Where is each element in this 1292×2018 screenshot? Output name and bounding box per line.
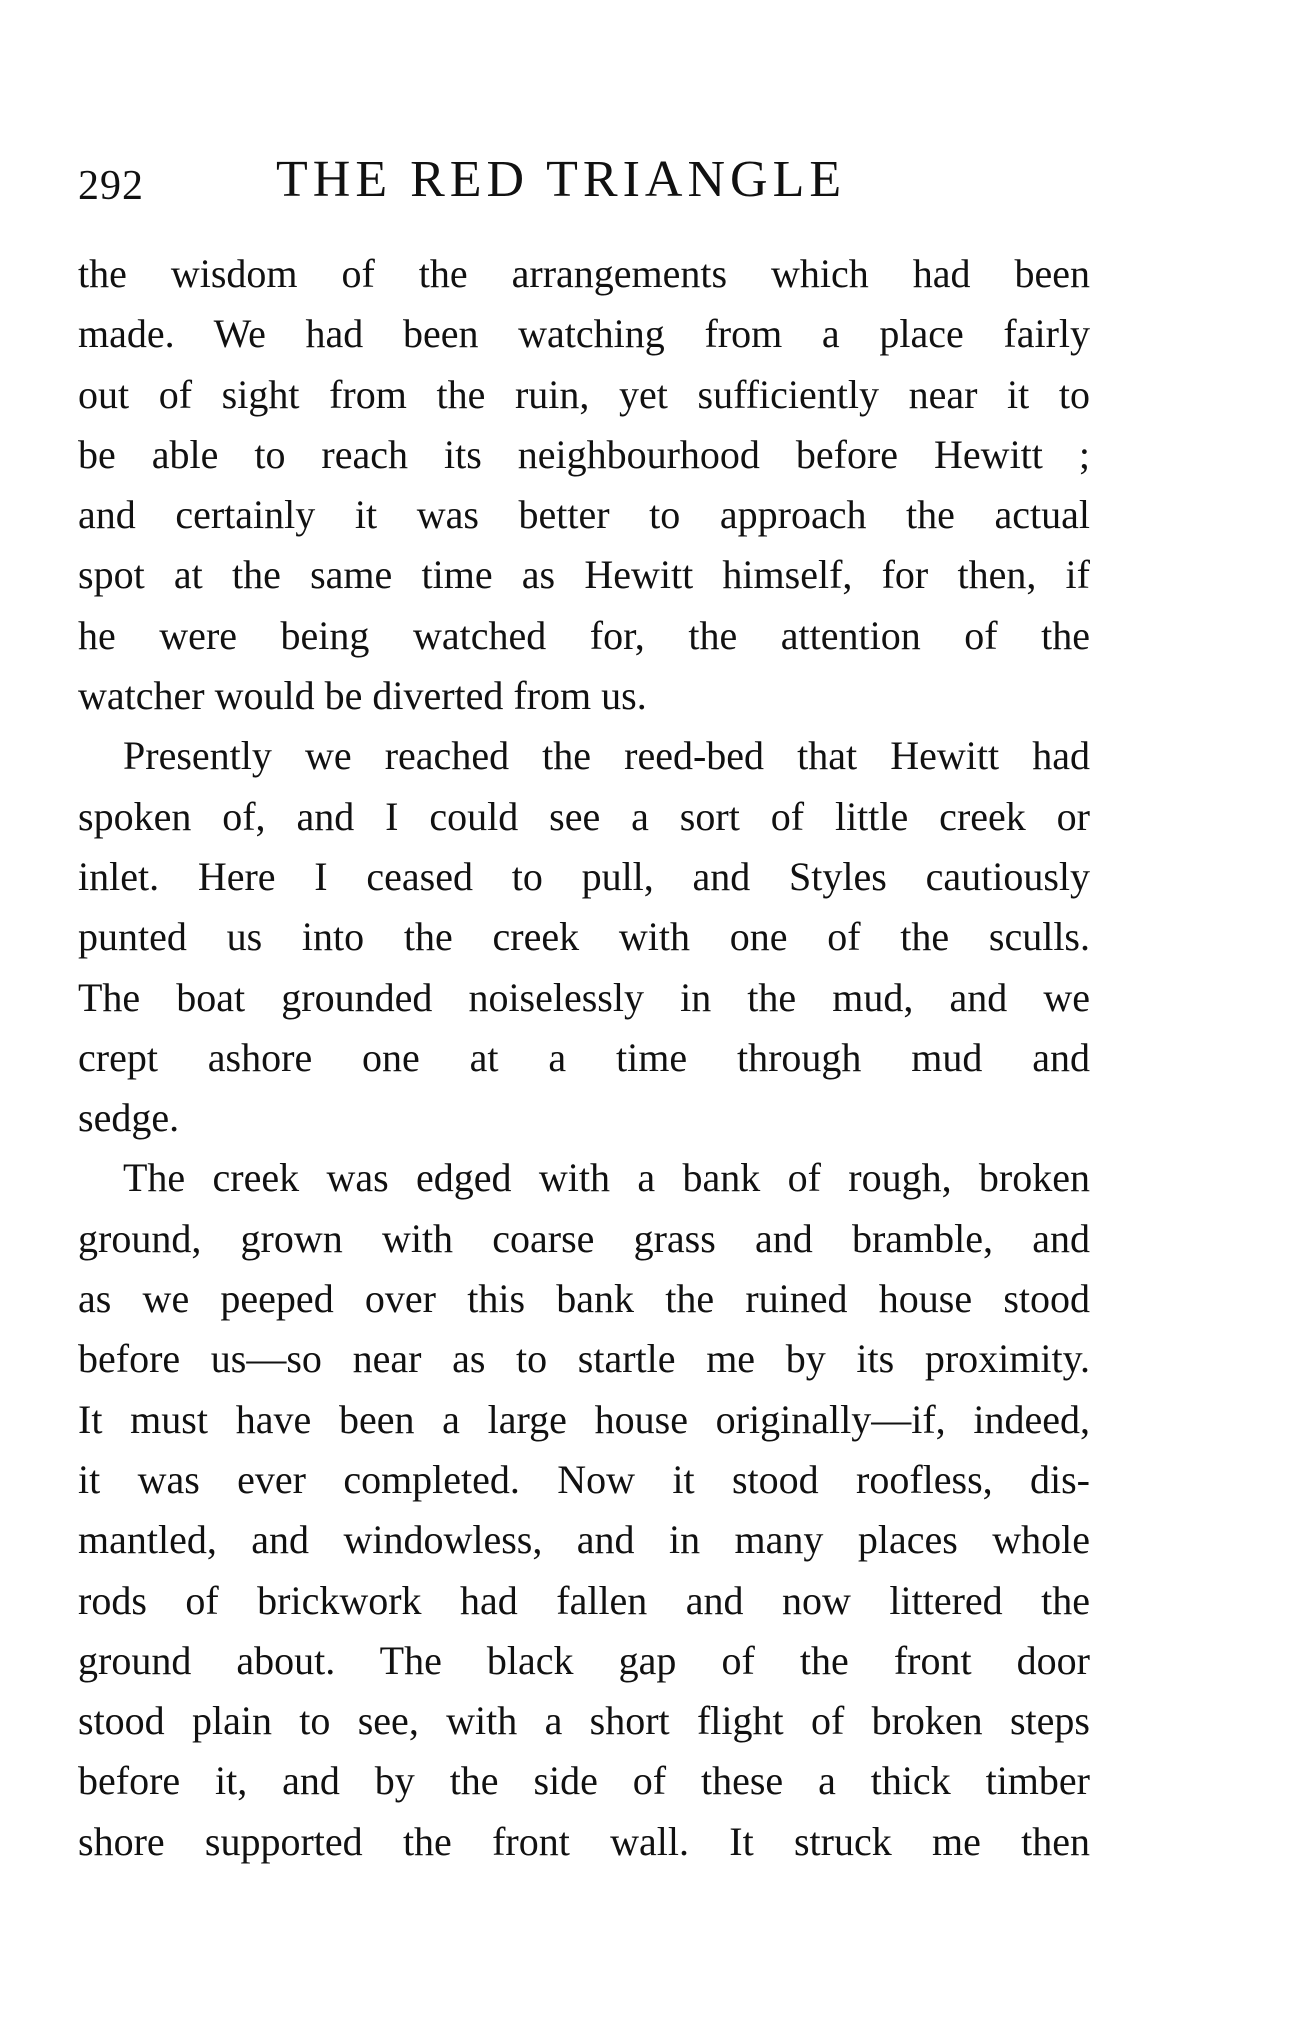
text-line: he were being watched for, the attention of the bbox=[78, 612, 1090, 658]
text-line: the wisdom of the arrangements which had been bbox=[78, 251, 1090, 296]
text-line: out of sight from the ruin, yet sufficiently near it to bbox=[78, 371, 1090, 417]
paragraph-1 bbox=[78, 244, 1090, 726]
page-number: 292 bbox=[78, 163, 144, 209]
text-line: stood plain to see, with a short flight of broken steps bbox=[78, 1698, 1090, 1744]
text-line: ground, grown with coarse grass and bramble, and bbox=[78, 1215, 1090, 1261]
running-title: THE RED TRIANGLE bbox=[276, 151, 847, 208]
text-line: before us—so near as to startle me by its proximity. bbox=[78, 1336, 1090, 1382]
text-line: sedge. bbox=[78, 1095, 180, 1141]
text-line: made. We had been watching from a place fairly bbox=[78, 311, 1090, 357]
text-line: The creek was edged with a bank of rough, broken bbox=[123, 1155, 1090, 1201]
text-line: it was ever completed. Now it stood roofless, dis- bbox=[78, 1456, 1090, 1502]
paragraph-2 bbox=[78, 726, 1090, 1148]
text-line: crept ashore one at a time through mud and bbox=[78, 1034, 1090, 1080]
text-line: watcher would be diverted from us. bbox=[78, 673, 647, 719]
text-line: rods of brickwork had fallen and now littered the bbox=[78, 1577, 1090, 1623]
text-line: Presently we reached the reed-bed that Hewitt had bbox=[123, 733, 1090, 779]
text-line: spot at the same time as Hewitt himself, for then, if bbox=[78, 552, 1090, 598]
running-head bbox=[78, 150, 1088, 220]
text-line: mantled, and windowless, and in many places whole bbox=[78, 1517, 1090, 1563]
body-text bbox=[78, 244, 1090, 1872]
text-line: The boat grounded noiselessly in the mud, and we bbox=[78, 974, 1090, 1020]
text-line: shore supported the front wall. It struck me then bbox=[78, 1818, 1090, 1864]
text-line: spoken of, and I could see a sort of little creek or bbox=[78, 793, 1090, 839]
text-line: inlet. Here I ceased to pull, and Styles cautiously bbox=[78, 853, 1090, 899]
text-line: It must have been a large house originally—if, indeed, bbox=[78, 1396, 1090, 1442]
paragraph-3 bbox=[78, 1148, 1090, 1872]
text-line: before it, and by the side of these a thick timber bbox=[78, 1758, 1090, 1804]
text-line: as we peeped over this bank the ruined house stood bbox=[78, 1276, 1090, 1322]
text-line: be able to reach its neighbourhood before Hewitt ; bbox=[78, 431, 1090, 477]
text-line: and certainly it was better to approach the actual bbox=[78, 492, 1090, 538]
text-line: ground about. The black gap of the front door bbox=[78, 1637, 1090, 1683]
text-line: punted us into the creek with one of the sculls. bbox=[78, 914, 1090, 960]
